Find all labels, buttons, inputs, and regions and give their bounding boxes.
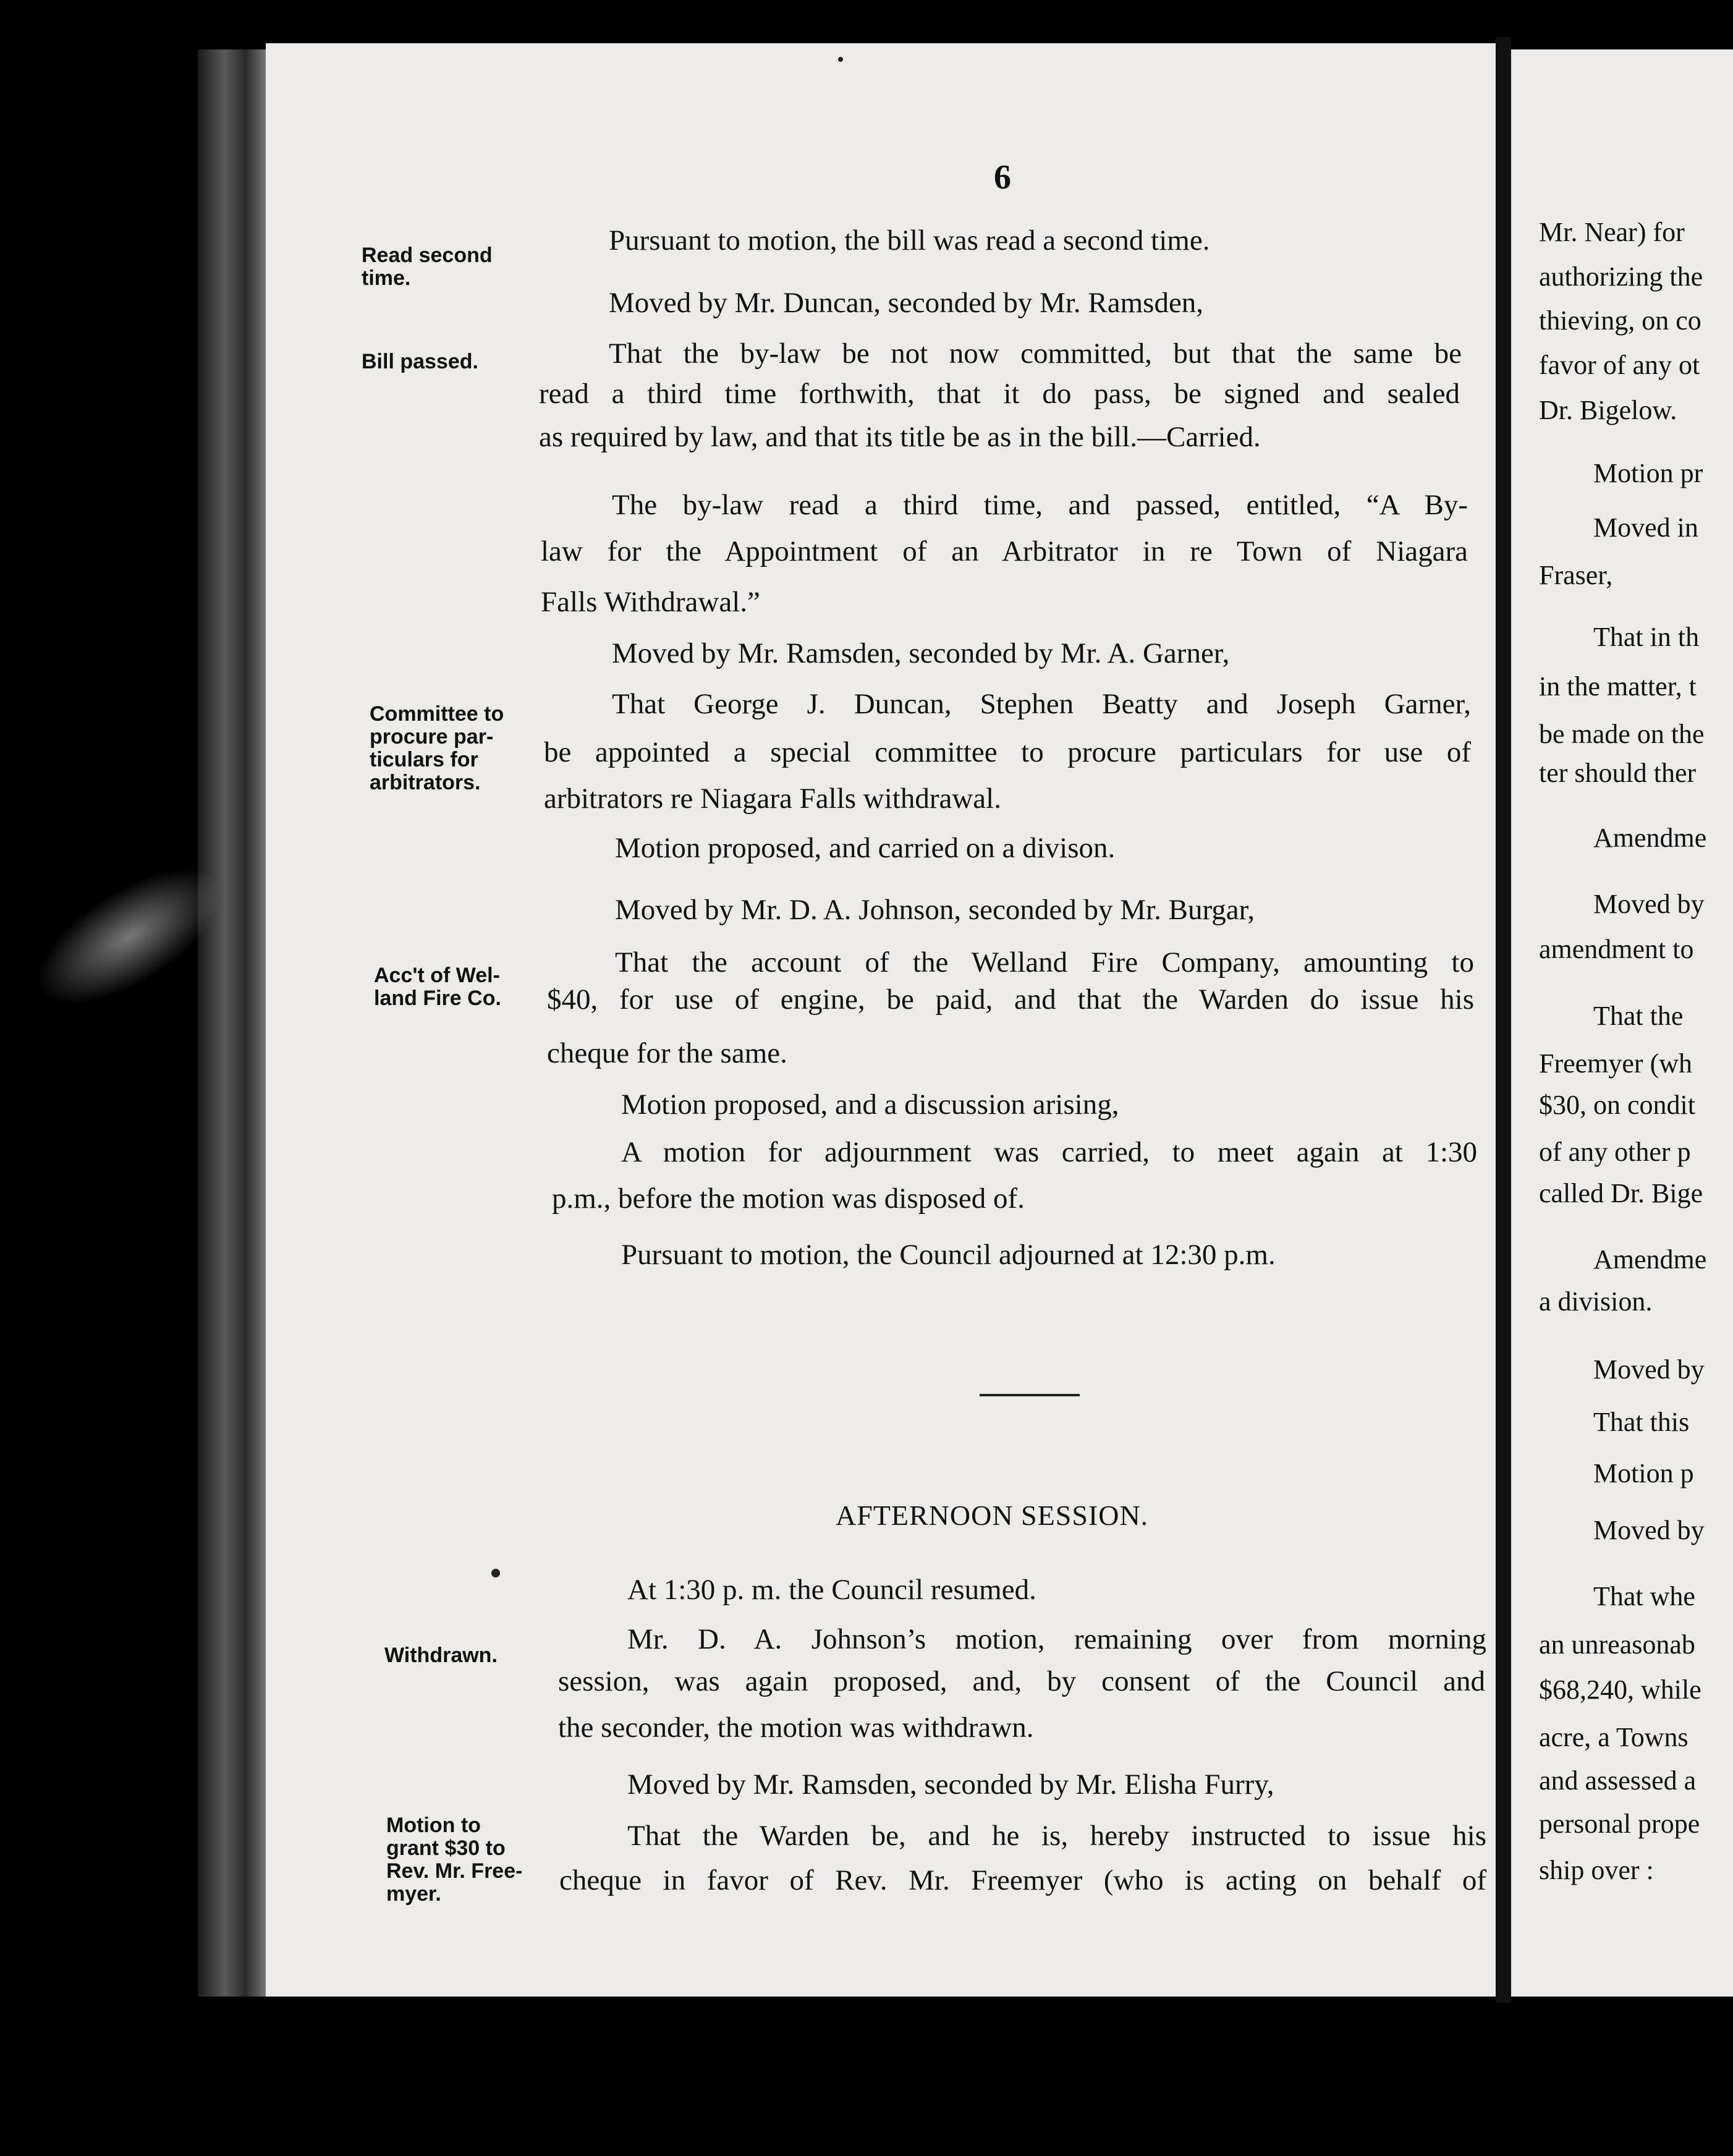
text-line: $30, on condit bbox=[1539, 1090, 1695, 1120]
text-line: Moved by Mr. Ramsden, seconded by Mr. A. Garner, bbox=[612, 637, 1230, 669]
text-line: be appointed a special committee to procure particulars for use of bbox=[544, 736, 1471, 768]
text-line: Amendme bbox=[1593, 823, 1707, 853]
text-line: That in th bbox=[1593, 622, 1700, 652]
text-line: Mr. D. A. Johnson’s motion, remaining over from morning bbox=[627, 1623, 1486, 1655]
text-line: A motion for adjournment was carried, to meet again at 1:30 bbox=[621, 1136, 1477, 1168]
text-line: That the by-law be not now committed, but that the same be bbox=[609, 337, 1462, 370]
section-heading: AFTERNOON SESSION. bbox=[836, 1500, 1149, 1531]
text-line: Moved by bbox=[1593, 1515, 1705, 1545]
margin-note-line: myer. bbox=[386, 1882, 441, 1906]
text-line: ship over : bbox=[1539, 1855, 1654, 1885]
margin-note-line: time. bbox=[362, 266, 411, 290]
text-line: Falls Withdrawal.” bbox=[541, 586, 760, 618]
margin-note-line: arbitrators. bbox=[370, 771, 481, 794]
scan-speck bbox=[838, 57, 843, 62]
text-line: At 1:30 p. m. the Council resumed. bbox=[627, 1574, 1036, 1606]
text-line: law for the Appointment of an Arbitrator in re Town of Niagara bbox=[541, 535, 1468, 567]
margin-note-grant bbox=[386, 1814, 522, 1906]
text-line: That the Warden be, and he is, hereby instructed to issue his bbox=[627, 1820, 1486, 1852]
book-binding-edge bbox=[198, 49, 266, 1997]
text-line: called Dr. Bige bbox=[1539, 1178, 1703, 1208]
text-line: Freemyer (wh bbox=[1539, 1048, 1693, 1079]
margin-note-line: Acc't of Wel- bbox=[374, 964, 500, 987]
text-line: The by-law read a third time, and passed, entitled, “A By- bbox=[612, 489, 1468, 521]
text-line: That the bbox=[1593, 1001, 1684, 1031]
text-line: Motion proposed, and a discussion arising, bbox=[621, 1089, 1119, 1121]
text-line: personal prope bbox=[1539, 1809, 1700, 1839]
text-line: Motion p bbox=[1593, 1458, 1694, 1488]
text-line: authorizing the bbox=[1539, 261, 1703, 292]
text-line: session, was again proposed, and, by consent of the Council and bbox=[558, 1665, 1485, 1697]
margin-note-line: procure par- bbox=[370, 725, 494, 749]
text-line: as required by law, and that its title be as in the bill.—Carried. bbox=[539, 421, 1261, 453]
text-line: an unreasonab bbox=[1539, 1629, 1695, 1660]
text-line: thieving, on co bbox=[1539, 305, 1701, 336]
text-line: and assessed a bbox=[1539, 1765, 1697, 1796]
text-line: That the account of the Welland Fire Company, amounting to bbox=[615, 946, 1474, 978]
text-line: That this bbox=[1593, 1407, 1690, 1437]
text-line: That George J. Duncan, Stephen Beatty and Joseph Garner, bbox=[612, 688, 1471, 720]
text-line: of any other p bbox=[1539, 1137, 1691, 1167]
text-line: cheque in favor of Rev. Mr. Freemyer (who is acting on behalf of bbox=[559, 1864, 1486, 1896]
margin-note-line: Committee to bbox=[370, 702, 504, 726]
page-number: 6 bbox=[994, 158, 1011, 197]
margin-note-committee bbox=[370, 703, 504, 794]
margin-note-bill-passed bbox=[362, 350, 478, 373]
left-page bbox=[266, 43, 1496, 1997]
margin-note-line: grant $30 to bbox=[386, 1836, 506, 1860]
text-line: $68,240, while bbox=[1539, 1674, 1701, 1705]
margin-note-read-second bbox=[362, 244, 493, 290]
text-line: Amendme bbox=[1593, 1244, 1707, 1275]
margin-note-welland bbox=[374, 964, 501, 1010]
margin-note-line: Bill passed. bbox=[362, 350, 478, 373]
text-line: $40, for use of engine, be paid, and that the Warden do issue his bbox=[547, 983, 1474, 1016]
margin-note-line: ticulars for bbox=[370, 748, 478, 771]
text-line: Moved by Mr. Ramsden, seconded by Mr. Elisha Furry, bbox=[627, 1768, 1274, 1801]
text-line: in the matter, t bbox=[1539, 671, 1697, 702]
text-line: cheque for the same. bbox=[547, 1037, 787, 1069]
text-line: Fraser, bbox=[1539, 560, 1613, 590]
text-line: amendment to bbox=[1539, 934, 1694, 964]
section-divider bbox=[980, 1394, 1080, 1396]
text-line: Mr. Near) for bbox=[1539, 217, 1685, 247]
book-gutter bbox=[1496, 37, 1511, 2003]
text-line: p.m., before the motion was disposed of. bbox=[552, 1182, 1025, 1215]
margin-note-withdrawn bbox=[384, 1644, 498, 1667]
text-line: Moved by bbox=[1593, 1354, 1705, 1385]
text-line: Moved by Mr. Duncan, seconded by Mr. Ramsden, bbox=[609, 287, 1204, 319]
text-line: arbitrators re Niagara Falls withdrawal. bbox=[544, 783, 1001, 815]
text-line: Dr. Bigelow. bbox=[1539, 395, 1677, 425]
text-line: favor of any ot bbox=[1539, 350, 1700, 380]
scan-speck bbox=[491, 1569, 500, 1577]
text-line: be made on the bbox=[1539, 719, 1705, 749]
margin-note-line: land Fire Co. bbox=[374, 987, 501, 1010]
margin-note-line: Withdrawn. bbox=[384, 1644, 498, 1667]
text-line: the seconder, the motion was withdrawn. bbox=[558, 1712, 1034, 1744]
text-line: Moved by bbox=[1593, 889, 1705, 919]
right-page-text bbox=[1539, 0, 1733, 1997]
text-line: Pursuant to motion, the Council adjourned at 12:30 p.m. bbox=[621, 1239, 1276, 1271]
text-line: Moved in bbox=[1593, 512, 1698, 543]
text-line: acre, a Towns bbox=[1539, 1722, 1689, 1752]
margin-note-line: Read second bbox=[362, 244, 493, 267]
text-line: a division. bbox=[1539, 1286, 1653, 1317]
margin-note-line: Rev. Mr. Free- bbox=[386, 1859, 523, 1883]
text-line: That whe bbox=[1593, 1581, 1695, 1611]
text-line: Moved by Mr. D. A. Johnson, seconded by Mr. Burgar, bbox=[615, 894, 1255, 926]
text-line: Motion pr bbox=[1593, 458, 1703, 488]
text-line: Pursuant to motion, the bill was read a second time. bbox=[609, 224, 1210, 257]
text-line: Motion proposed, and carried on a divison. bbox=[615, 832, 1116, 864]
text-line: read a third time forthwith, that it do pass, be signed and sealed bbox=[539, 378, 1460, 410]
margin-note-line: Motion to bbox=[386, 1814, 481, 1837]
text-line: ter should ther bbox=[1539, 758, 1697, 788]
